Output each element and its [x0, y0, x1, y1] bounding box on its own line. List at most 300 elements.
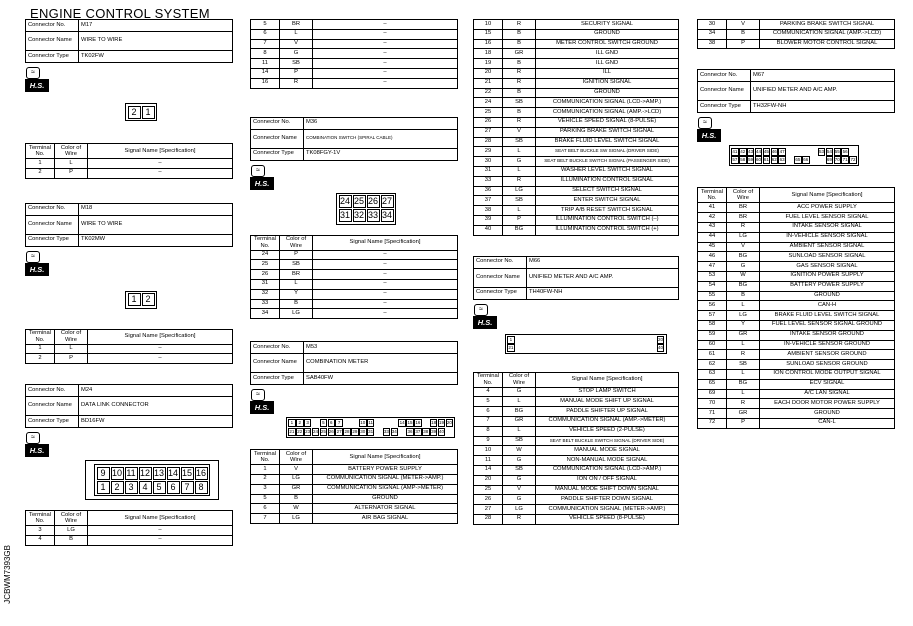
terminal-cell: 54	[698, 281, 727, 291]
table-row	[251, 484, 458, 494]
pin	[554, 336, 562, 344]
pin: 58	[740, 156, 746, 162]
pin	[633, 344, 641, 352]
table-row	[698, 350, 895, 360]
connector-pin-layout	[729, 145, 859, 166]
table-row	[251, 504, 458, 514]
terminal-cell: 30	[474, 157, 503, 167]
signal-cell: SEAT BELT BUCKLE SWITCH SIGNAL (PASSENGER SIDE)	[536, 157, 679, 167]
table-row	[698, 39, 895, 49]
column-header: Color of Wire	[727, 188, 760, 203]
pin: 2	[128, 106, 141, 119]
table-row	[474, 426, 679, 436]
wire-color-cell: BG	[727, 252, 760, 262]
signal-cell: ILL	[536, 68, 679, 78]
pin	[547, 344, 555, 352]
pin-table-header	[26, 329, 233, 344]
pin	[547, 336, 555, 344]
signal-cell: ILLUMINATION CONTROL SWITCH (–)	[536, 215, 679, 225]
table-row	[698, 311, 895, 321]
pin: 24	[313, 428, 319, 434]
signal-cell: ILL GND	[536, 49, 679, 59]
wire-color-cell: G	[727, 262, 760, 272]
column-header: Signal Name [Specification]	[88, 329, 233, 344]
pin	[602, 336, 610, 344]
table-row	[474, 196, 679, 206]
table-row	[251, 289, 458, 299]
table-row	[698, 379, 895, 389]
signal-cell: GROUND	[760, 291, 895, 301]
pin: 41	[732, 148, 738, 154]
table-row	[251, 494, 458, 504]
column-header: Color of Wire	[55, 329, 88, 344]
pin	[383, 419, 391, 427]
table-row	[474, 446, 679, 456]
wire-color-cell: SB	[503, 137, 536, 147]
pin	[539, 336, 547, 344]
terminal-cell: 18	[474, 49, 503, 59]
terminal-cell: 26	[474, 495, 503, 505]
table-row	[698, 340, 895, 350]
pin-table-header	[698, 188, 895, 203]
terminal-cell: 3	[251, 484, 280, 494]
pin: 8	[195, 481, 208, 494]
table-row	[698, 252, 895, 262]
pin: 18	[431, 420, 437, 426]
terminal-cell: 6	[251, 504, 280, 514]
wire-color-cell: V	[280, 465, 313, 475]
terminal-cell: 40	[474, 225, 503, 235]
terminal-cell: 10	[474, 446, 503, 456]
signal-cell: PARKING BRAKE SWITCH SIGNAL	[760, 20, 895, 30]
pin: 16	[195, 467, 206, 478]
wire-color-cell: SB	[503, 465, 536, 475]
pin: 43	[748, 148, 754, 154]
table-row	[474, 186, 679, 196]
wire-color-cell: G	[280, 49, 313, 59]
terminal-cell: 28	[474, 514, 503, 524]
pin-table-header	[251, 450, 458, 465]
signal-cell: SELECT SWITCH SIGNAL	[536, 186, 679, 196]
table-row	[474, 59, 679, 69]
wire-color-cell: B	[727, 291, 760, 301]
table-row	[251, 270, 458, 280]
hs-icon: ≈ H.S.	[473, 304, 499, 332]
pin: 60	[756, 156, 762, 162]
pin: 34	[391, 428, 397, 434]
terminal-cell: 36	[474, 186, 503, 196]
signal-cell: MANUAL MODE SHIFT UP SIGNAL	[536, 397, 679, 407]
terminal-cell: 47	[698, 262, 727, 272]
table-row	[251, 29, 458, 39]
wire-color-cell: G	[503, 387, 536, 397]
pin: 20	[446, 420, 452, 426]
table-row	[474, 505, 679, 515]
table-row	[251, 78, 458, 88]
pin: 69	[826, 156, 832, 162]
column-1	[25, 19, 233, 546]
wire-color-cell: GR	[503, 416, 536, 426]
pin-table-continued	[473, 19, 679, 236]
pin: 25	[320, 428, 326, 434]
table-row	[698, 203, 895, 213]
terminal-cell: 25	[474, 485, 503, 495]
signal-cell: MANUAL MODE SIGNAL	[536, 446, 679, 456]
table-row	[474, 117, 679, 127]
pin	[786, 148, 794, 156]
column-header: Terminal No.	[26, 144, 55, 159]
pin: 26	[367, 196, 378, 207]
connector-pin-layout	[505, 334, 667, 355]
terminal-cell: 15	[474, 29, 503, 39]
wire-color-cell: R	[727, 350, 760, 360]
signal-cell: ILLUMINATION CONTROL SIGNAL	[536, 176, 679, 186]
terminal-cell: 8	[251, 49, 280, 59]
wire-color-cell: R	[503, 78, 536, 88]
pin: 56	[842, 148, 848, 154]
terminal-cell: 58	[698, 320, 727, 330]
signal-cell: –	[313, 59, 458, 69]
hs-icon: ≈ H.S.	[250, 165, 276, 193]
terminal-cell: 70	[698, 399, 727, 409]
pin: 27	[381, 196, 392, 207]
wire-color-cell: G	[503, 495, 536, 505]
signal-cell: COMMUNICATION SIGNAL (METER->AMP.)	[313, 474, 458, 484]
pin: 33	[383, 428, 389, 434]
terminal-cell: 24	[474, 98, 503, 108]
wire-color-cell: G	[503, 475, 536, 485]
column-header: Color of Wire	[280, 235, 313, 250]
pin	[641, 344, 649, 352]
pin	[446, 428, 454, 436]
wire-color-cell: V	[727, 20, 760, 30]
pin	[649, 336, 657, 344]
pin: 29	[352, 428, 358, 434]
terminal-cell: 16	[251, 78, 280, 88]
wire-color-cell: R	[503, 68, 536, 78]
terminal-cell: 5	[251, 20, 280, 30]
terminal-cell: 31	[474, 166, 503, 176]
signal-cell: EACH DOOR MOTOR POWER SUPPLY	[760, 399, 895, 409]
signal-cell: METER CONTROL SWITCH GROUND	[536, 39, 679, 49]
terminal-cell: 37	[474, 196, 503, 206]
terminal-cell: 20	[474, 475, 503, 485]
table-row	[698, 320, 895, 330]
terminal-cell: 71	[698, 409, 727, 419]
signal-cell: –	[313, 20, 458, 30]
table-row	[251, 59, 458, 69]
pin	[523, 344, 531, 352]
signal-cell: –	[313, 49, 458, 59]
pin: 3	[125, 481, 138, 494]
pin	[617, 344, 625, 352]
wire-color-cell: L	[503, 397, 536, 407]
terminal-cell: 3	[26, 526, 55, 536]
table-row	[474, 157, 679, 167]
terminal-cell: 44	[698, 232, 727, 242]
connector-pin-layout	[336, 193, 396, 225]
wire-color-cell: R	[727, 222, 760, 232]
pin: 5	[320, 419, 328, 427]
wire-color-cell: BG	[727, 281, 760, 291]
pin: 15	[407, 420, 413, 426]
pin	[633, 336, 641, 344]
terminal-cell: 25	[251, 260, 280, 270]
pin-table	[473, 372, 679, 525]
terminal-cell: 33	[474, 176, 503, 186]
signal-cell: STOP LAMP SWITCH	[536, 387, 679, 397]
wire-color-cell: V	[280, 39, 313, 49]
table-row	[698, 262, 895, 272]
signal-cell: ILLUMINATION CONTROL SWITCH (+)	[536, 225, 679, 235]
wire-color-cell: G	[503, 157, 536, 167]
pin	[625, 344, 633, 352]
hs-icon: ≈ H.S.	[250, 389, 276, 417]
pin-table-header	[251, 235, 458, 250]
signal-cell: COMMUNICATION SIGNAL (AMP.->METER)	[536, 416, 679, 426]
wire-color-cell: L	[727, 389, 760, 399]
signal-cell: COMMUNICATION SIGNAL (AMP->METER)	[313, 484, 458, 494]
signal-cell: PARKING BRAKE SWITCH SIGNAL	[536, 127, 679, 137]
wire-color-cell: B	[503, 29, 536, 39]
table-row	[474, 39, 679, 49]
wire-color-cell: P	[55, 354, 88, 364]
pin	[794, 148, 802, 156]
wire-color-cell: W	[727, 271, 760, 281]
table-row	[474, 20, 679, 30]
table-row	[251, 299, 458, 309]
pin: 55	[834, 148, 840, 154]
terminal-cell: 14	[251, 68, 280, 78]
table-row	[251, 514, 458, 524]
pin: 57	[732, 156, 738, 162]
wire-color-cell: B	[503, 39, 536, 49]
wire-color-cell: SB	[503, 98, 536, 108]
terminal-cell: 59	[698, 330, 727, 340]
pin	[343, 419, 351, 427]
pin	[554, 344, 562, 352]
signal-cell: A/C LAN SIGNAL	[760, 389, 895, 399]
table-row	[698, 20, 895, 30]
pin	[610, 344, 618, 352]
signal-cell: COMMUNICATION SIGNAL (METER->AMP.)	[536, 505, 679, 515]
signal-cell: MANUAL MODE SHIFT DOWN SIGNAL	[536, 485, 679, 495]
pin-table	[250, 235, 458, 320]
table-row	[251, 260, 458, 270]
pin: 47	[779, 148, 785, 154]
table-row	[474, 387, 679, 397]
wire-color-cell: SB	[727, 360, 760, 370]
pin	[312, 419, 320, 427]
wire-color-cell: SB	[503, 436, 536, 446]
connector-info-table: Connector No. M53 Connector Name COMBINATION METER Connector Type SAB40FW	[250, 341, 458, 385]
terminal-cell: 2	[26, 168, 55, 178]
wire-color-cell: R	[280, 78, 313, 88]
wire-color-cell: Y	[727, 320, 760, 330]
wire-color-cell: BR	[280, 270, 313, 280]
terminal-cell: 8	[474, 426, 503, 436]
hs-icon: ≈ H.S.	[25, 67, 51, 95]
signal-cell: –	[313, 289, 458, 299]
column-header: Color of Wire	[55, 144, 88, 159]
pin-table-continued	[250, 19, 458, 89]
pin: 12	[139, 467, 150, 478]
wire-color-cell: GR	[280, 484, 313, 494]
hs-icon: ≈ H.S.	[697, 117, 723, 145]
signal-cell: –	[313, 78, 458, 88]
terminal-cell: 38	[698, 39, 727, 49]
hs-icon: ≈ H.S.	[25, 251, 51, 279]
table-row	[698, 242, 895, 252]
table-row	[474, 407, 679, 417]
signal-cell: PADDLE SHIFTER UP SIGNAL	[536, 407, 679, 417]
pin	[570, 344, 578, 352]
signal-cell: –	[88, 344, 233, 354]
signal-cell: TRIP A/B RESET SWITCH SIGNAL	[536, 206, 679, 216]
terminal-cell: 41	[698, 203, 727, 213]
connector-m67	[697, 69, 895, 428]
pin: 32	[353, 210, 364, 221]
pin	[375, 419, 383, 427]
pin	[578, 336, 586, 344]
column-header: Signal Name [Specification]	[313, 450, 458, 465]
pin	[562, 344, 570, 352]
pin	[391, 419, 399, 427]
pin: 36	[407, 428, 413, 434]
pin: 26	[328, 428, 334, 434]
wire-color-cell: BG	[503, 225, 536, 235]
terminal-cell: 6	[474, 407, 503, 417]
pin: 54	[826, 148, 832, 154]
pin: 2	[296, 419, 304, 427]
wire-color-cell: W	[503, 446, 536, 456]
pin: 2	[142, 293, 155, 306]
pin: 31	[339, 210, 350, 221]
column-header: Terminal No.	[698, 188, 727, 203]
table-row	[474, 206, 679, 216]
signal-cell: COMMUNICATION SIGNAL (AMP.->LCD)	[760, 29, 895, 39]
column-4	[697, 19, 895, 429]
table-row	[251, 250, 458, 260]
connector-m17	[25, 19, 233, 179]
pin: 6	[328, 419, 336, 427]
signal-cell: CAN-L	[760, 418, 895, 428]
pin	[586, 336, 594, 344]
column-header: Signal Name [Specification]	[88, 511, 233, 526]
terminal-cell: 26	[474, 117, 503, 127]
pin	[515, 344, 523, 352]
pin	[610, 336, 618, 344]
pin: 20	[658, 336, 664, 342]
signal-cell: BLOWER MOTOR CONTROL SIGNAL	[760, 39, 895, 49]
pin: 11	[368, 420, 374, 426]
pin: 40	[658, 345, 664, 351]
pin: 62	[771, 156, 777, 162]
wire-color-cell: B	[55, 535, 88, 545]
pin: 44	[756, 148, 762, 154]
pin-table	[697, 187, 895, 428]
signal-cell: –	[88, 159, 233, 169]
table-row	[26, 526, 233, 536]
column-header: Terminal No.	[251, 235, 280, 250]
pin: 27	[336, 428, 342, 434]
pin	[515, 336, 523, 344]
wire-color-cell: B	[503, 88, 536, 98]
pin: 13	[153, 467, 164, 478]
terminal-cell: 4	[26, 535, 55, 545]
wire-color-cell: SB	[280, 260, 313, 270]
signal-cell: PADDLE SHIFTER DOWN SIGNAL	[536, 495, 679, 505]
pin: 63	[779, 156, 785, 162]
column-header: Terminal No.	[26, 511, 55, 526]
wire-color-cell: P	[280, 250, 313, 260]
wire-color-cell: G	[503, 456, 536, 466]
terminal-cell: 11	[251, 59, 280, 69]
terminal-cell: 61	[698, 350, 727, 360]
signal-cell: –	[313, 260, 458, 270]
wire-color-cell: L	[55, 344, 88, 354]
wire-color-cell: LG	[280, 474, 313, 484]
terminal-cell: 34	[698, 29, 727, 39]
table-row	[26, 535, 233, 545]
pin	[531, 336, 539, 344]
wire-color-cell: LG	[727, 232, 760, 242]
pin: 16	[415, 420, 421, 426]
pin: 42	[740, 148, 746, 154]
pin: 15	[181, 467, 192, 478]
pin: 9	[97, 467, 110, 480]
terminal-cell: 27	[474, 505, 503, 515]
signal-cell: –	[313, 39, 458, 49]
terminal-cell: 16	[474, 39, 503, 49]
column-header: Terminal No.	[474, 372, 503, 387]
table-row	[698, 330, 895, 340]
terminal-cell: 46	[698, 252, 727, 262]
table-row	[474, 475, 679, 485]
wire-color-cell: B	[280, 494, 313, 504]
pin: 21	[289, 428, 295, 434]
pin	[617, 336, 625, 344]
wire-color-cell: L	[503, 426, 536, 436]
signal-cell: VEHICLE SPEED SIGNAL (8-PULSE)	[536, 117, 679, 127]
wire-color-cell: GR	[727, 409, 760, 419]
table-row	[474, 108, 679, 118]
terminal-cell: 39	[474, 215, 503, 225]
table-row	[474, 147, 679, 157]
connector-m36	[250, 117, 458, 320]
pin: 6	[167, 481, 180, 494]
pin: 65	[795, 156, 801, 162]
wire-color-cell: B	[280, 299, 313, 309]
pin	[810, 148, 818, 156]
connector-info-table: Connector No. M36 Connector Name COMBINATION SWITCH (SPIRAL CABLE) Connector Type TK08FGY-1V	[250, 117, 458, 161]
terminal-cell: 53	[698, 271, 727, 281]
table-row	[474, 68, 679, 78]
terminal-cell: 55	[698, 291, 727, 301]
wire-color-cell: V	[503, 485, 536, 495]
column-header: Terminal No.	[26, 329, 55, 344]
terminal-cell: 57	[698, 311, 727, 321]
wire-color-cell: LG	[503, 505, 536, 515]
wire-color-cell: BR	[727, 203, 760, 213]
terminal-cell: 5	[474, 397, 503, 407]
signal-cell: –	[313, 68, 458, 78]
terminal-cell: 45	[698, 242, 727, 252]
connector-pin-layout	[85, 460, 219, 500]
table-row	[474, 127, 679, 137]
table-row	[474, 166, 679, 176]
table-row	[698, 389, 895, 399]
